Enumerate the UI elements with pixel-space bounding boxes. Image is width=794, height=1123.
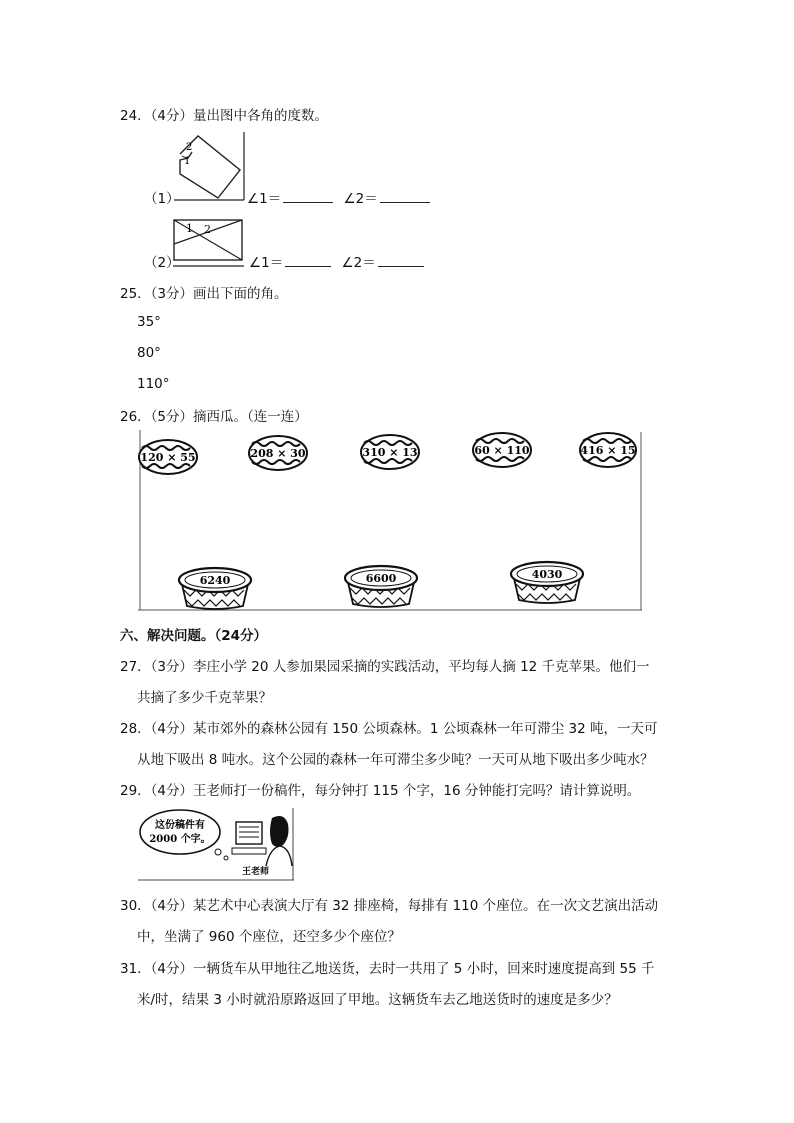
- basket-2[interactable]: [345, 566, 417, 607]
- q26-title: 26．（5分）摘西瓜。（连一连）: [120, 409, 308, 425]
- q29-illustration: [138, 808, 296, 882]
- angle2-blank[interactable]: [380, 190, 430, 203]
- svg-text:1: 1: [186, 222, 193, 235]
- q28-line2: 从地下吸出 8 吨水。这个公园的森林一年可滞尘多少吨？一天可从地下吸出多少吨水？: [137, 752, 654, 768]
- q24-figure-1: [170, 132, 250, 204]
- q24-figure-2: [172, 218, 248, 268]
- angle2-blank-2[interactable]: [378, 254, 424, 267]
- q27-line1: 27．（3分）李庄小学 20 人参加果园采摘的实践活动，平均每人摘 12 千克苹果。他们一: [120, 659, 650, 675]
- watermelon-5[interactable]: [580, 433, 636, 467]
- section6-title: 六、解决问题。（24分）: [120, 628, 268, 644]
- q25-angle-2: 80°: [137, 345, 161, 361]
- basket-3[interactable]: [511, 562, 583, 603]
- watermelon-3[interactable]: [361, 435, 419, 469]
- angle1-label-2: ∠1＝: [249, 255, 284, 271]
- watermelon-4[interactable]: [473, 433, 531, 467]
- q25-angle-1: 35°: [137, 314, 161, 330]
- q31-line1: 31．（4分）一辆货车从甲地往乙地送货，去时一共用了 5 小时，回来时速度提高到 55 千: [120, 961, 655, 977]
- svg-text:1: 1: [184, 156, 191, 167]
- bubble-line2: 2000 个字。: [149, 834, 211, 845]
- watermelon-3-label: 310 × 13: [362, 446, 418, 459]
- watermelon-2-label: 208 × 30: [250, 447, 306, 460]
- angle1-blank-2[interactable]: [285, 254, 331, 267]
- q28-line1: 28．（4分）某市郊外的森林公园有 150 公顷森林。1 公顷森林一年可滞尘 32 吨，一天可: [120, 721, 658, 737]
- svg-text:2: 2: [186, 142, 193, 153]
- q27-line2: 共摘了多少千克苹果？: [137, 690, 272, 706]
- watermelon-4-label: 60 × 110: [474, 444, 530, 457]
- angle2-label: ∠2＝: [343, 191, 378, 207]
- q30-line1: 30．（4分）某艺术中心表演大厅有 32 排座椅，每排有 110 个座位。在一次文艺演出活动: [120, 898, 659, 914]
- fig2-answers: [249, 251, 424, 271]
- angle2-label-2: ∠2＝: [341, 255, 376, 271]
- basket-3-label: 4030: [531, 568, 563, 581]
- q30-line2: 中，坐满了 960 个座位，还空多少个座位？: [137, 929, 401, 945]
- basket-2-label: 6600: [365, 572, 397, 585]
- fig2-label: （2）: [144, 255, 180, 271]
- watermelon-2[interactable]: [249, 436, 307, 470]
- watermelon-1[interactable]: [139, 440, 197, 474]
- q31-line2: 米/时，结果 3 小时就沿原路返回了甲地。这辆货车去乙地送货时的速度是多少？: [137, 992, 618, 1008]
- teacher-label: 王老师: [242, 867, 270, 877]
- q26-figure: [138, 430, 644, 612]
- svg-text:2: 2: [204, 223, 211, 236]
- q24-title: 24．（4分）量出图中各角的度数。: [120, 108, 329, 124]
- watermelon-5-label: 416 × 15: [580, 444, 636, 457]
- angle1-label: ∠1＝: [247, 191, 282, 207]
- watermelon-1-label: 120 × 55: [140, 451, 196, 464]
- fig1-answers: [247, 187, 430, 207]
- q25-angle-3: 110°: [137, 376, 170, 392]
- basket-1-label: 6240: [199, 574, 231, 587]
- basket-1[interactable]: [179, 568, 251, 609]
- q29-line1: 29．（4分）王老师打一份稿件，每分钟打 115 个字，16 分钟能打完吗？请计算说明。: [120, 783, 641, 799]
- angle1-blank[interactable]: [283, 190, 333, 203]
- q25-title: 25．（3分）画出下面的角。: [120, 286, 288, 302]
- fig1-label: （1）: [144, 191, 180, 207]
- bubble-line1: 这份稿件有: [155, 820, 205, 831]
